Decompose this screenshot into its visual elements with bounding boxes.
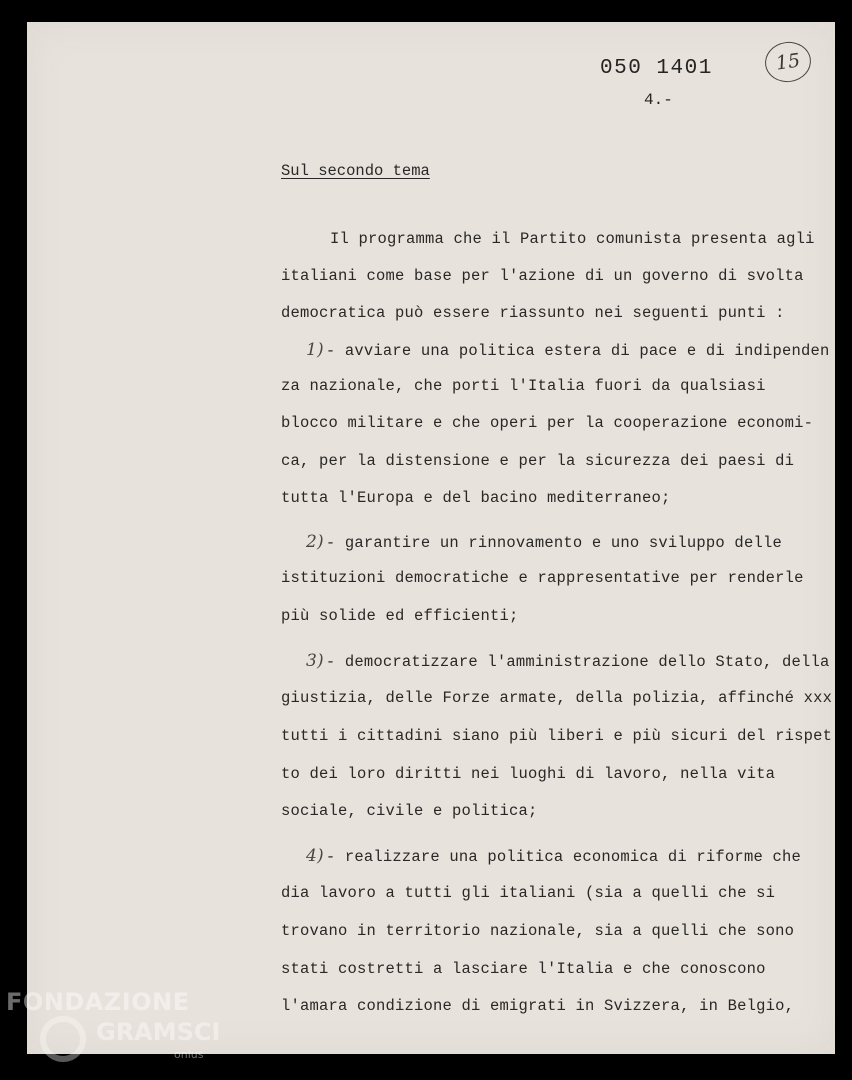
body-line: sociale, civile e politica; [281,802,538,820]
body-line: dia lavoro a tutti gli italiani (sia a quelli che si [281,884,776,902]
body-line: più solide ed efficienti; [281,607,519,625]
watermark-line-2: GRAMSCI [96,1018,221,1046]
list-text: realizzare una politica economica di riforme che [344,848,801,866]
list-item-1-first-line: 1) - avviare una politica estera di pace e di indipenden [306,340,830,360]
list-item-3-first-line: 3) - democratizzare l'amministrazione dello Stato, della [306,651,830,671]
body-line: democratica può essere riassunto nei seguenti punti : [281,304,785,322]
handwritten-circled-number: 15 [762,39,813,85]
body-line: to dei loro diritti nei luoghi di lavoro, nella vita [281,765,776,783]
list-text: avviare una politica estera di pace e di indipenden [344,342,830,360]
handwritten-marker: 1) [306,340,324,360]
body-line: blocco militare e che operi per la cooperazione economi- [281,414,814,432]
watermark-g-logo-icon [40,1016,86,1062]
body-line: giustizia, delle Forze armate, della polizia, affinché xxx [281,689,833,707]
body-line: trovano in territorio nazionale, sia a quelli che sono [281,922,795,940]
document-number: 050 1401 [600,57,713,80]
document-page [27,22,835,1054]
handwritten-marker: 2) [306,532,324,552]
list-text: garantire un rinnovamento e uno sviluppo delle [344,534,782,552]
body-line: tutta l'Europa e del bacino mediterraneo; [281,489,671,507]
body-line: ca, per la distensione e per la sicurezza dei paesi di [281,452,795,470]
body-line: Il programma che il Partito comunista presenta agli [330,230,815,248]
handwritten-marker: 4) [306,846,324,866]
list-text: democratizzare l'amministrazione dello Stato, della [344,653,830,671]
body-line: italiani come base per l'azione di un governo di svolta [281,267,804,285]
body-line: l'amara condizione di emigrati in Svizzera, in Belgio, [281,997,795,1015]
list-item-4-first-line: 4) - realizzare una politica economica di riforme che [306,846,801,866]
handwritten-marker: 3) [306,651,324,671]
section-heading: Sul secondo tema [281,162,430,180]
fondazione-gramsci-watermark [6,988,221,1061]
watermark-line-3: onlus [174,1048,204,1061]
body-line: tutti i cittadini siano più liberi e più sicuri del rispet [281,727,833,745]
body-line: za nazionale, che porti l'Italia fuori da qualsiasi [281,377,766,395]
body-line: istituzioni democratiche e rappresentative per renderle [281,569,804,587]
body-line: stati costretti a lasciare l'Italia e che conoscono [281,960,766,978]
page-number: 4.- [644,91,673,109]
list-item-2-first-line: 2) - garantire un rinnovamento e uno sviluppo delle [306,532,782,552]
watermark-line-1: FONDAZIONE [6,988,190,1016]
